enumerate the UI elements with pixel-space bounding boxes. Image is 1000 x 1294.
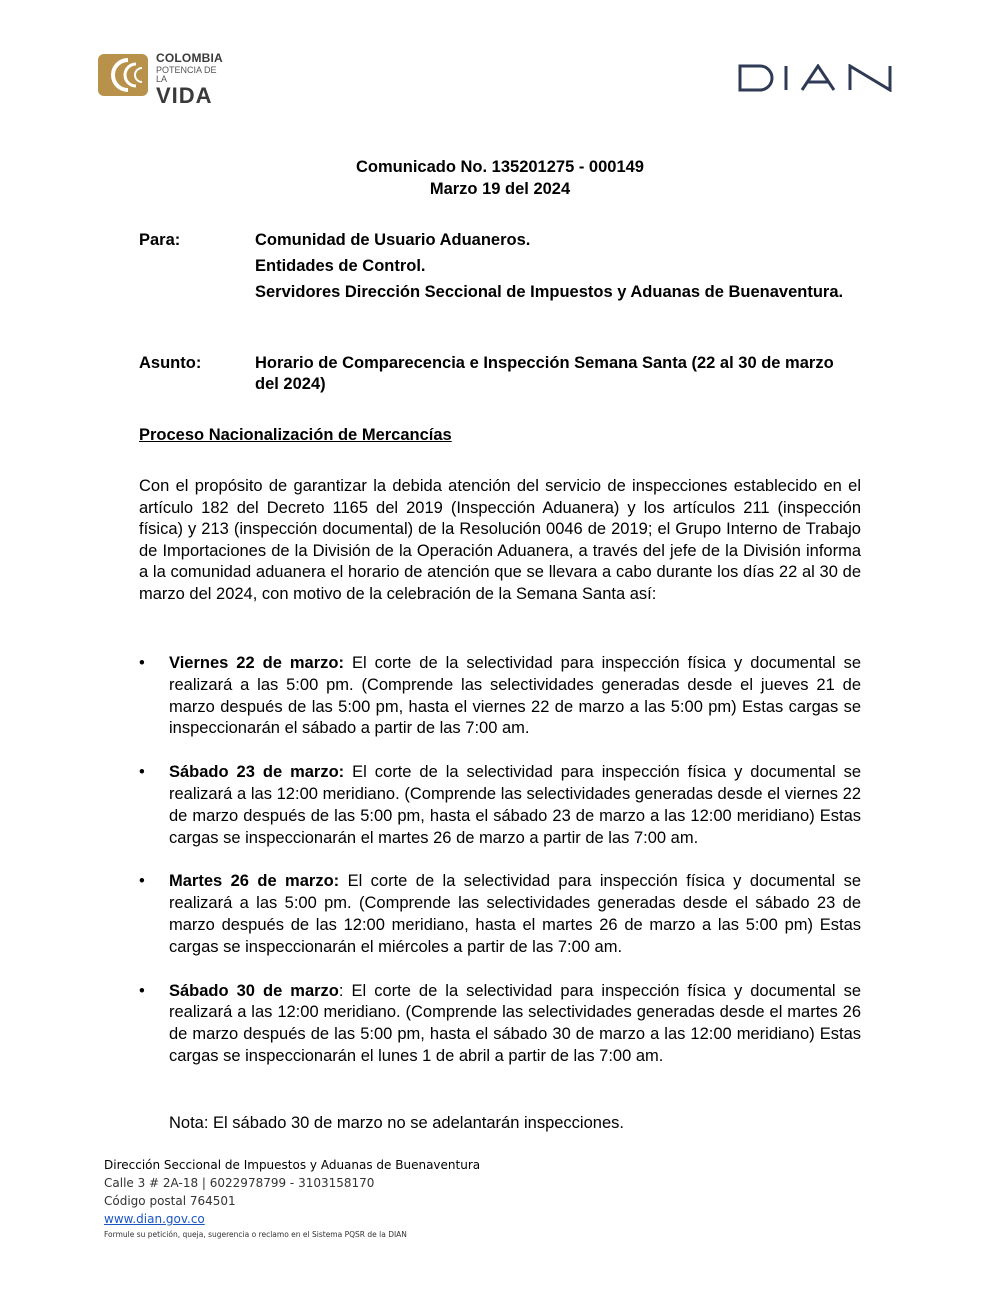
footer-postal: Código postal 764501 bbox=[104, 1194, 236, 1208]
comunicado-number: Comunicado No. 135201275 - 000149 bbox=[356, 158, 644, 176]
bullet-icon: • bbox=[139, 654, 145, 672]
recipient-line: Comunidad de Usuario Aduaneros. bbox=[255, 231, 531, 249]
colombia-potencia-de-la-vida-logo bbox=[98, 50, 230, 108]
list-item bbox=[139, 762, 861, 849]
item-day: Sábado 23 de marzo: bbox=[169, 763, 345, 782]
recipient-line: Servidores Dirección Seccional de Impuestos y Aduanas de Buenaventura. bbox=[255, 283, 844, 301]
colombia-emblem-icon bbox=[98, 50, 150, 98]
bullet-icon: • bbox=[139, 763, 145, 782]
dian-logo bbox=[738, 64, 896, 97]
footer bbox=[104, 1158, 480, 1239]
footer-office: Dirección Seccional de Impuestos y Aduanas de Buenaventura bbox=[104, 1158, 481, 1172]
item-day: Viernes 22 de marzo: bbox=[169, 654, 344, 672]
schedule-list bbox=[139, 653, 861, 1090]
item-day: Martes 26 de marzo: bbox=[169, 872, 340, 891]
logo-colombia-text: COLOMBIA bbox=[156, 51, 223, 65]
bullet-icon: • bbox=[139, 981, 145, 1000]
asunto-label: Asunto: bbox=[139, 354, 202, 372]
list-item bbox=[139, 981, 861, 1068]
intro-paragraph: Con el propósito de garantizar la debida atención del servicio de inspecciones establecido en el artículo 182 del Decreto 1165 del 2019 (Inspección Aduanera) y los artículos 211 (inspección física) y 213 (inspección documental) de la Resolución 0046 de 2019; el Grupo Interno de Trabajo de Importaciones de la División de la Operación Aduanera, a través del jefe de la División informa a la comunidad aduanera el horario de atención que se llevara a cabo durante los días 22 al 30 de marzo del 2024, con motivo de la celebración de la Semana Santa así: bbox=[139, 477, 861, 603]
list-item bbox=[139, 871, 861, 958]
logo-vida-text: VIDA bbox=[156, 83, 213, 108]
footer-address: Calle 3 # 2A-18 | 6022978799 - 3103158170 bbox=[104, 1176, 375, 1190]
comunicado-date: Marzo 19 del 2024 bbox=[429, 180, 571, 198]
document-header bbox=[0, 156, 1000, 200]
dian-wordmark-icon bbox=[738, 64, 896, 92]
footer-web-link[interactable]: www.dian.gov.co bbox=[104, 1212, 205, 1226]
para-label: Para: bbox=[139, 231, 181, 249]
footer-pqsr: Formule su petición, queja, sugerencia o reclamo en el Sistema PQSR de la DIAN bbox=[104, 1230, 407, 1239]
item-text: El corte de la selectividad para inspección física y documental se realizará a las 5:00 pm. (Comprende las selectividades generadas desde el sábado 23 de marzo después de las 12:00 meridiano, hasta el martes 26 de marzo a las 5:00 pm) Estas cargas se inspeccionarán el miércoles a partir de las 7:00 am. bbox=[169, 872, 861, 956]
asunto-text: Horario de Comparecencia e Inspección Semana Santa (22 al 30 de marzo del 2024) bbox=[255, 354, 834, 393]
logo-potencia-text: POTENCIA DE LA bbox=[156, 65, 217, 84]
bullet-icon: • bbox=[139, 872, 145, 891]
item-day: Sábado 30 de marzo bbox=[169, 981, 339, 1000]
section-title: Proceso Nacionalización de Mercancías bbox=[139, 426, 452, 444]
note-text: Nota: El sábado 30 de marzo no se adelantarán inspecciones. bbox=[169, 1114, 624, 1132]
item-text: : El corte de la selectividad para inspección física y documental se realizará a las 12:00 meridiano. (Comprende las selectividades generadas desde el martes 26 de marzo después de las 5:00 pm, hasta el sábado 30 de marzo a las 12:00 meridiano) Estas cargas se inspeccionarán el lunes 1 de abril a partir de las 7:00 am. bbox=[169, 981, 861, 1065]
recipient-line: Entidades de Control. bbox=[255, 257, 426, 275]
list-item bbox=[139, 653, 861, 740]
item-text: El corte de la selectividad para inspección física y documental se realizará a las 12:00 meridiano. (Comprende las selectividades generadas desde el viernes 22 de marzo después de las 5:00 pm, hasta el sábado 23 de marzo a las 12:00 meridiano) Estas cargas se inspeccionarán el martes 26 de marzo a partir de las 7:00 am. bbox=[169, 763, 861, 847]
item-text: El corte de la selectividad para inspección física y documental se realizará a las 5:00 pm. (Comprende las selectividades generadas desde el jueves 21 de marzo después de las 5:00 pm, hasta el viernes 22 de marzo a las 5:00 pm) Estas cargas se inspeccionarán el sábado a partir de las 7:00 am. bbox=[169, 654, 861, 738]
